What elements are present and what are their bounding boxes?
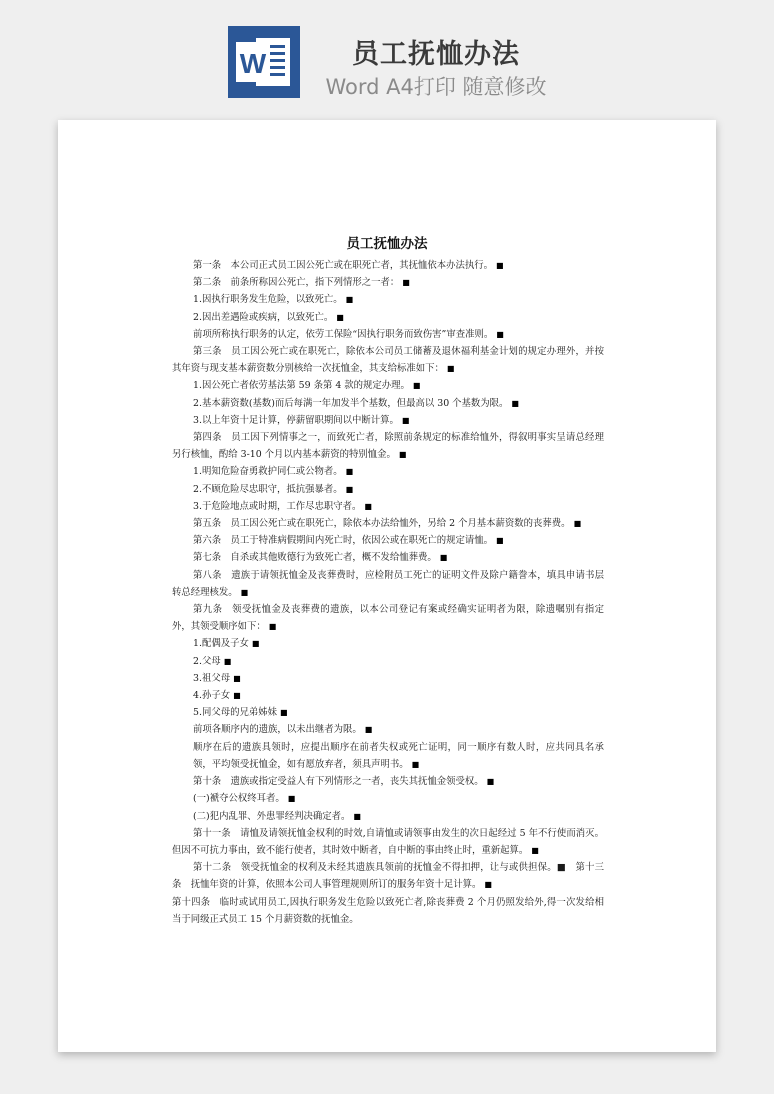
paragraph-end-mark: ■ [268, 622, 277, 632]
paragraph-end-mark: ■ [223, 656, 232, 666]
paragraph-end-mark: ■ [364, 501, 372, 511]
paragraph-text: 第十四条 临时或试用员工,因执行职务发生危险以致死亡者,除丧葬费 2 个月仍照发给外,得一次发给相当于同级正式员工 15 个月薪资数的抚恤金。 [172, 896, 604, 925]
document-paragraph [172, 808, 604, 825]
paragraph-text: 3.以上年资十足计算，停薪留职期间以中断计算。 [193, 414, 399, 426]
paragraph-text: 4.孙子女 [193, 690, 231, 702]
document-paragraph [172, 601, 604, 635]
paragraph-end-mark: ■ [364, 725, 373, 735]
paragraph-text: 第二条 前条所称因公死亡，指下列情形之一者： [193, 277, 400, 289]
paragraph-text: 3.于危险地点或时期，工作尽忠职守者。 [193, 500, 362, 512]
paragraph-end-mark: ■ [439, 553, 448, 563]
document-page [58, 120, 716, 1052]
document-paragraph [172, 687, 604, 704]
paragraph-text: 前项各顺序内的遗族，以未出继者为限。 [193, 724, 362, 736]
document-paragraph [172, 859, 604, 893]
document-paragraph [172, 894, 604, 928]
paragraph-text: 第三条 员工因公死亡或在职死亡，除依本公司员工储蓄及退休福利基金计划的规定办理外，并按其年资与现支基本薪资数分别核给一次抚恤金，其支给标准如下： [172, 346, 604, 375]
paragraph-text: 2.基本薪资数(基数)而后每满一年加发半个基数，但最高以 30 个基数为限。 [193, 397, 509, 409]
document-paragraph [172, 343, 604, 377]
header-title: 员工抚恤办法 [352, 39, 520, 70]
document-paragraph [172, 567, 604, 601]
paragraph-end-mark: ■ [345, 484, 354, 494]
paragraph-end-mark: ■ [233, 691, 241, 701]
document-paragraph [172, 670, 604, 687]
paragraph-text: (一)褫夺公权终耳者。 [193, 793, 285, 805]
paragraph-end-mark: ■ [412, 381, 421, 391]
document-paragraph [172, 773, 604, 790]
paragraph-text: 2.不顾危险尽忠职守，抵抗强暴者。 [193, 483, 343, 495]
paragraph-end-mark: ■ [336, 312, 344, 322]
document-paragraph [172, 309, 604, 326]
paragraph-end-mark: ■ [345, 295, 354, 305]
paragraph-text: 1.配偶及子女 [193, 638, 249, 650]
paragraph-end-mark: ■ [531, 845, 539, 855]
paragraph-end-mark: ■ [398, 450, 407, 460]
document-paragraph [172, 790, 604, 807]
paragraph-end-mark: ■ [240, 587, 249, 597]
document-paragraph [172, 291, 604, 308]
paragraph-end-mark: ■ [287, 794, 296, 804]
paragraph-text: 第五条 员工因公死亡或在职死亡，除依本办法给恤外，另给 2 个月基本薪资数的丧葬费。 [193, 518, 571, 530]
document-paragraph [172, 481, 604, 498]
document-paragraph [172, 653, 604, 670]
document-paragraph [172, 412, 604, 429]
document-paragraph [172, 515, 604, 532]
header-subtitle: Word A4打印 随意修改 [325, 75, 547, 99]
document-paragraph [172, 721, 604, 738]
paragraph-end-mark: ■ [511, 398, 519, 408]
paragraph-text: 1.因执行职务发生危险，以致死亡。 [193, 294, 343, 306]
paragraph-text: 5.同父母的兄弟姊妹 [193, 707, 277, 719]
paragraph-end-mark: ■ [345, 467, 354, 477]
paragraph-text: 第四条 员工因下列情事之一，而致死亡者，除照前条规定的标准给恤外，得叙明事实呈请总经理另行核恤，酌给 3-10 个月以内基本薪资的特别恤金。 [172, 432, 604, 461]
paragraph-text: 第十一条 请恤及请领抚恤金权利的时效,自请恤或请领事由发生的次日起经过 5 年不行使而消灭。但因不可抗力事由，致不能行使者，其时效中断者，自中断的事由终止时，重新起算。 [172, 827, 604, 856]
document-body [172, 257, 604, 928]
paragraph-text: 1.明知危险奋勇救护同仁或公物者。 [193, 466, 343, 478]
paragraph-text: 2.因出差遇险或疾病，以致死亡。 [193, 311, 334, 323]
paragraph-text: 1.因公死亡者依劳基法第 59 条第 4 款的规定办理。 [193, 380, 410, 392]
paragraph-end-mark: ■ [446, 364, 455, 374]
paragraph-text: 前项所称执行职务的认定，依劳工保险“因执行职务而致伤害”审查准则。 [193, 328, 494, 340]
paragraph-text: 第九条 领受抚恤金及丧葬费的遗族，以本公司登记有案或经确实证明者为限，除遗嘱别有指定外，其领受顺序如下： [172, 604, 604, 633]
document-paragraph [172, 377, 604, 394]
document-paragraph [172, 739, 604, 773]
paragraph-text: 第十二条 领受抚恤金的权利及未经其遗族具领前的抚恤金不得扣押，让与或供担保。■ 第十三条 抚恤年资的计算，依照本公司人事管理规则所订的服务年资十足计算。 [172, 862, 604, 891]
paragraph-text: 第七条 自杀或其他败德行为致死亡者，概不发给恤葬费。 [193, 552, 437, 564]
document-paragraph [172, 498, 604, 515]
document-paragraph [172, 395, 604, 412]
paragraph-text: 顺序在后的遗族具领时，应提出顺序在前者失权或死亡证明，同一顺序有数人时，应共同具名承领，平均领受抚恤金，如有愿放弃者，须具声明书。 [193, 741, 604, 770]
document-paragraph [172, 532, 604, 549]
paragraph-end-mark: ■ [496, 329, 504, 339]
document-paragraph [172, 825, 604, 859]
document-paragraph [172, 704, 604, 721]
svg-text:W: W [239, 48, 267, 79]
paragraph-text: 第十条 遗族或指定受益人有下列情形之一者，丧失其抚恤金领受权。 [193, 776, 484, 788]
paragraph-end-mark: ■ [496, 536, 504, 546]
paragraph-end-mark: ■ [251, 639, 260, 649]
document-paragraph [172, 429, 604, 463]
paragraph-text: 第六条 员工于特准病假期间内死亡时，依因公或在职死亡的规定请恤。 [193, 535, 494, 547]
document-paragraph [172, 257, 604, 274]
paragraph-text: (二)犯内乱罪、外患罪经判决确定者。 [193, 810, 351, 822]
paragraph-end-mark: ■ [402, 278, 410, 288]
paragraph-end-mark: ■ [411, 759, 420, 769]
document-paragraph [172, 463, 604, 480]
paragraph-end-mark: ■ [484, 880, 492, 890]
paragraph-text: 2.父母 [193, 655, 221, 667]
document-paragraph [172, 549, 604, 566]
paragraph-end-mark: ■ [486, 777, 495, 787]
paragraph-end-mark: ■ [353, 811, 361, 821]
paragraph-end-mark: ■ [573, 519, 582, 529]
paragraph-text: 第一条 本公司正式员工因公死亡或在职死亡者，其抚恤依本办法执行。 [193, 260, 494, 271]
paragraph-text: 3.祖父母 [193, 672, 231, 684]
document-title: 员工抚恤办法 [346, 236, 428, 252]
paragraph-text: 第八条 遗族于请领抚恤金及丧葬费时，应检附员工死亡的证明文件及除户籍誊本，填具申请书层转总经理核发。 [172, 569, 604, 598]
page-header [0, 0, 774, 110]
document-paragraph [172, 326, 604, 343]
paragraph-end-mark: ■ [233, 673, 241, 683]
paragraph-end-mark: ■ [496, 261, 504, 270]
document-paragraph [172, 635, 604, 652]
word-document-icon [228, 26, 300, 98]
document-paragraph [172, 274, 604, 291]
paragraph-end-mark: ■ [401, 415, 410, 425]
paragraph-end-mark: ■ [279, 708, 288, 718]
